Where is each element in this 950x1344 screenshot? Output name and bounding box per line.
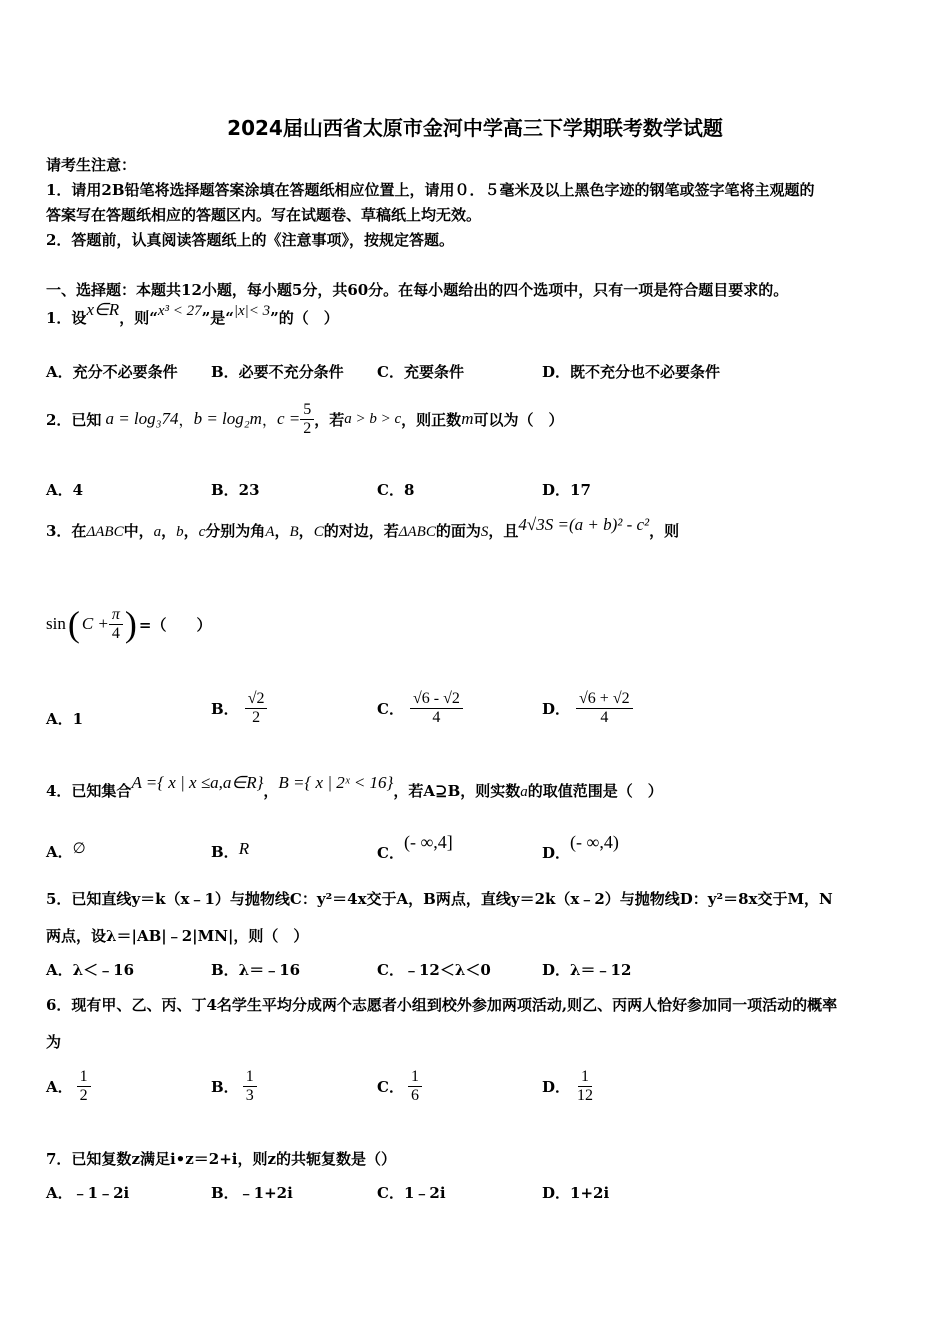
q2-a-expr: a = log₃74 — [105, 409, 179, 428]
q3-ask-c: C + — [81, 614, 109, 633]
q7-option-b[interactable]: B．﹣1+2i — [211, 1184, 293, 1202]
q3-eq: 4√3S =(a + b)² - c² — [518, 515, 650, 534]
question-5-line-1: 5．已知直线y＝k（x﹣1）与抛物线C：y²＝4x交于A，B两点，直线y＝2k（x﹣2）与抛物线D：y²＝8x交于M，N — [46, 890, 833, 908]
q2-prefix: 2．已知 — [46, 410, 102, 429]
q3-option-b[interactable]: B． $\frac{√2}{2}$ — [211, 684, 267, 732]
q4-suffix: 的取值范围是（ ） — [527, 782, 663, 800]
q6-option-b[interactable]: B． $\frac{1}{3}$ — [211, 1064, 257, 1108]
q3-var-s: S — [480, 524, 489, 540]
notice-heading: 请考生注意： — [46, 156, 137, 174]
q1-expr1: x³ < 27 — [157, 303, 202, 319]
q6-option-d[interactable]: D． $\frac{1}{12}$ — [542, 1067, 594, 1104]
q3-t3: 的对边，若 — [323, 522, 399, 540]
q3-option-a[interactable]: A．1 — [46, 710, 84, 728]
q4-comma: ， — [263, 782, 279, 800]
q4-option-d[interactable]: D．(- ∞,4) — [542, 832, 619, 862]
section-heading: 一、选择题：本题共12小题，每小题5分，共60分。在每小题给出的四个选项中，只有一项是符合题目要求的。 — [46, 281, 789, 299]
q6-option-c[interactable]: C． $\frac{1}{6}$ — [377, 1064, 422, 1108]
q1-cond: x∈R — [86, 300, 120, 319]
notice-line-1b: 答案写在答题纸相应的答题区内。写在试题卷、草稿纸上均无效。 — [46, 206, 482, 224]
q2-suffix-1: ，则正数 — [401, 410, 462, 429]
q7-option-c[interactable]: C．1﹣2i — [377, 1184, 446, 1202]
q7-option-d[interactable]: D．1+2i — [542, 1184, 610, 1202]
question-6-line-1: 6．现有甲、乙、丙、丁4名学生平均分成两个志愿者小组到校外参加两项活动,则乙、丙两人恰好参加同一项活动的概率 — [46, 996, 838, 1014]
q3-ask-sin: sin — [46, 614, 66, 633]
q3-ask: sin ( C + $\frac{\pi}{4}$ ) =（ ） — [46, 604, 212, 644]
q3-prefix: 3．在 — [46, 522, 87, 540]
q2-cond: a > b > c — [344, 410, 402, 427]
q7-option-a[interactable]: A．﹣1﹣2i — [46, 1184, 130, 1202]
q2-c-lhs: c = — [276, 409, 301, 428]
q3-t6: ，则 — [649, 522, 680, 540]
q1-mid2: ”是“ — [201, 309, 234, 327]
q1-option-d[interactable]: D．既不充分也不必要条件 — [542, 363, 721, 381]
q3-angle-a: A — [265, 524, 275, 540]
q4-set-a: A ={ x | x ≤a,a∈R} — [131, 773, 264, 792]
question-7: 7．已知复数z满足i•z＝2+i，则z的共轭复数是（） — [46, 1150, 396, 1168]
q5-option-c[interactable]: C．﹣12＜λ＜0 — [377, 961, 491, 979]
q4-option-c[interactable]: C．(- ∞,4] — [377, 832, 453, 862]
question-3: 3．在ΔABC中，a，b，c分别为角A，B，C的对边，若ΔABC的面为S，且4√3S =(a + b)² - c²，则 — [46, 515, 680, 540]
q4-mid: ，若A⊇B，则实数 — [393, 782, 521, 800]
q1-mid1: ，则“ — [119, 309, 158, 327]
q3-var-c: c — [198, 524, 206, 540]
q4-option-a[interactable]: A．∅ — [46, 841, 86, 861]
q2-b-expr: b = log₂m — [193, 409, 262, 428]
q3-t4: 的面为 — [435, 522, 481, 540]
question-4 — [46, 773, 663, 801]
q2-mid: ，若 — [314, 410, 345, 429]
q3-tri: ΔABC — [86, 524, 124, 540]
q2-option-a[interactable]: A．4 — [46, 481, 84, 499]
q1-suffix: ”的（ ） — [270, 309, 339, 327]
q2-option-b[interactable]: B．23 — [211, 481, 260, 499]
q3-var-a: a — [153, 524, 162, 540]
q3-option-d[interactable]: D． $\frac{√6 + √2}{4}$ — [542, 684, 633, 732]
q5-option-d[interactable]: D．λ＝﹣12 — [542, 961, 632, 979]
q3-angle-b: B — [289, 524, 299, 540]
q2-suffix-2: 可以为（ ） — [473, 410, 564, 429]
q3-t5: ，且 — [488, 522, 519, 540]
q1-option-b[interactable]: B．必要不充分条件 — [211, 363, 344, 381]
q5-option-a[interactable]: A．λ＜﹣16 — [46, 961, 135, 979]
q3-ask-rhs: =（ ） — [138, 615, 212, 634]
notice-line-2: 2．答题前，认真阅读答题纸上的《注意事项》，按规定答题。 — [46, 231, 454, 249]
q2-c-frac: $\frac{5}{2}$ — [300, 401, 314, 438]
question-2: 2．已知 a = log₃74 ， b = log₂m ， c = $\frac{5}{2}$ ，若 a > b > c ，则正数 m 可以为（ ） — [46, 400, 564, 437]
question-5-line-2: 两点，设λ＝|AB|﹣2|MN|，则（ ） — [46, 927, 309, 945]
q4-option-b[interactable]: B．R — [211, 839, 250, 861]
q2-var-m: m — [461, 409, 474, 428]
question-1 — [46, 300, 339, 328]
q3-t2: 分别为角 — [205, 522, 266, 540]
q1-option-a[interactable]: A．充分不必要条件 — [46, 363, 178, 381]
q1-prefix: 1．设 — [46, 309, 87, 327]
q5-option-b[interactable]: B．λ＝﹣16 — [211, 961, 301, 979]
q4-set-b: B ={ x | 2ˣ < 16} — [278, 773, 394, 792]
q2-option-c[interactable]: C．8 — [377, 481, 415, 499]
q2-option-d[interactable]: D．17 — [542, 481, 591, 499]
q3-t1: 中， — [123, 522, 154, 540]
question-6-line-2: 为 — [46, 1033, 62, 1051]
notice-line-1a: 1．请用2B铅笔将选择题答案涂填在答题纸相应位置上，请用０．５毫米及以上黑色字迹的钢笔或签字笔将主观题的 — [46, 181, 815, 199]
q1-option-c[interactable]: C．充要条件 — [377, 363, 464, 381]
q4-var-a: a — [520, 784, 528, 800]
q3-ask-frac: $\frac{\pi}{4}$ — [109, 606, 123, 643]
q1-expr2: |x|< 3 — [233, 303, 271, 319]
q4-prefix: 4．已知集合 — [46, 782, 132, 800]
q6-option-a[interactable]: A． $\frac{1}{2}$ — [46, 1064, 91, 1108]
q3-var-b: b — [176, 524, 184, 540]
q3-tri-2: ΔABC — [398, 524, 436, 540]
q3-option-c[interactable]: C． $\frac{√6 - √2}{4}$ — [377, 684, 463, 732]
page-title: 2024届山西省太原市金河中学高三下学期联考数学试题 — [227, 116, 723, 140]
q3-angle-c: C — [313, 524, 324, 540]
